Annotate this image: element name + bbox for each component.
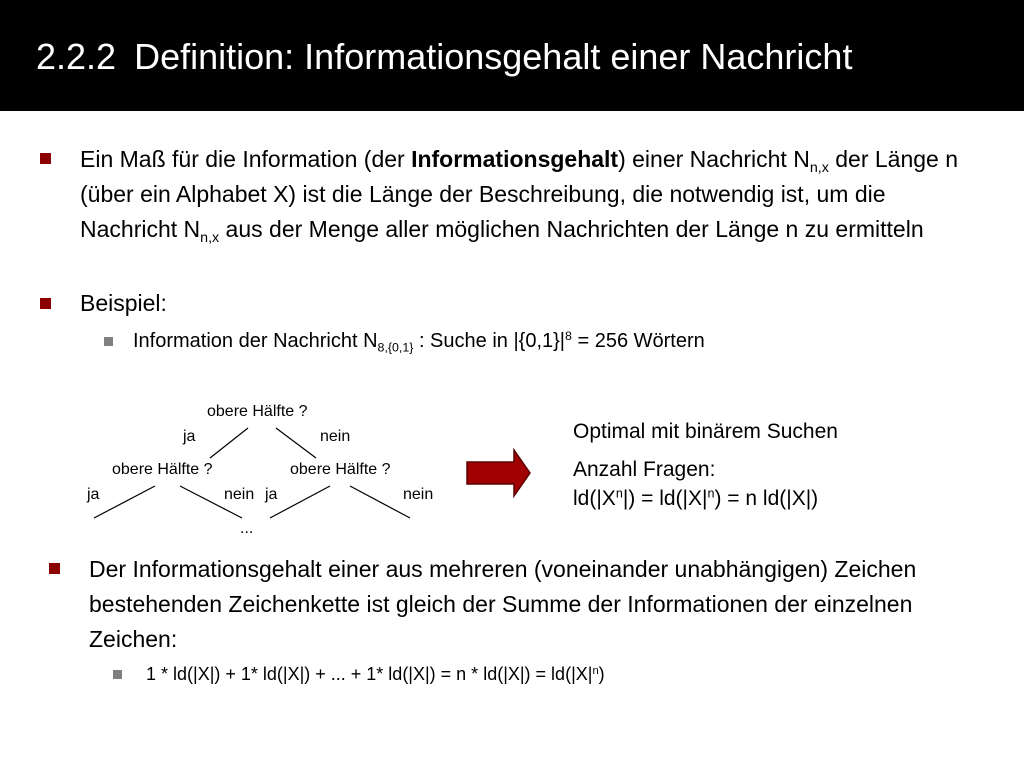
title-text: Definition: Informationsgehalt einer Nachricht (134, 36, 853, 77)
question-count-formula: $ld(|X^n|) = ld(|X|^n) = n$ ld(|X|) (573, 486, 819, 510)
sub-bullet-square (113, 670, 122, 679)
tree-left-node: obere Hälfte ? (112, 461, 213, 478)
sum-formula: 1 * ld(|X|) + 1* ld(|X|) + ... + 1* $ld(|X|) = n * ld(|X|) = ld(|X|^n)$ (146, 664, 605, 684)
tree-edge (350, 486, 410, 518)
arrow-right-icon (467, 450, 530, 496)
tree-ellipsis: ... (240, 520, 254, 537)
tree-edge-label-nein: nein (320, 428, 351, 445)
tree-edge-label-nein: nein (224, 486, 255, 503)
string-information-paragraph: Der Informationsgehalt einer aus mehreren (voneinander unabhängigen) Zeichen bestehenden Zeichenkette ist gleich der Summe der Informationen der einzelnen Zeichen: (89, 556, 917, 652)
keyword-informationsgehalt: Informationsgehalt (411, 146, 619, 172)
definition-paragraph: Ein Maß für die Information (der Informationsgehalt) einer Nachricht $N_{n,x}$ der Länge n (über ein Alphabet X) ist die Länge der Beschreibung, die notwendig ist, um die Nachricht $N_{n,x}$ aus der Menge aller möglichen Nachrichten der Länge n zu ermitteln (80, 146, 959, 246)
tree-edge (210, 428, 248, 458)
question-count-label: Anzahl Fragen: (573, 458, 716, 481)
tree-edge (94, 486, 155, 518)
tree-right-node: obere Hälfte ? (290, 461, 391, 478)
tree-root-node: obere Hälfte ? (207, 403, 308, 420)
optimal-search-text: Optimal mit binärem Suchen (573, 420, 838, 443)
tree-edge (276, 428, 316, 458)
tree-edge-label-nein: nein (403, 486, 434, 503)
section-number: 2.2.2 (36, 36, 117, 77)
tree-edge-label-ja: ja (265, 486, 278, 503)
bullet-square (49, 563, 60, 574)
example-label: Beispiel: (80, 290, 167, 316)
tree-edge-label-ja: ja (87, 486, 100, 503)
example-sub-item: Information der Nachricht $N_{8,\{0,1\}}$ : Suche in $|\{0,1\}|^8 = 256$ Wörtern (133, 329, 705, 355)
tree-edge-label-ja: ja (183, 428, 196, 445)
tree-edge (270, 486, 330, 518)
